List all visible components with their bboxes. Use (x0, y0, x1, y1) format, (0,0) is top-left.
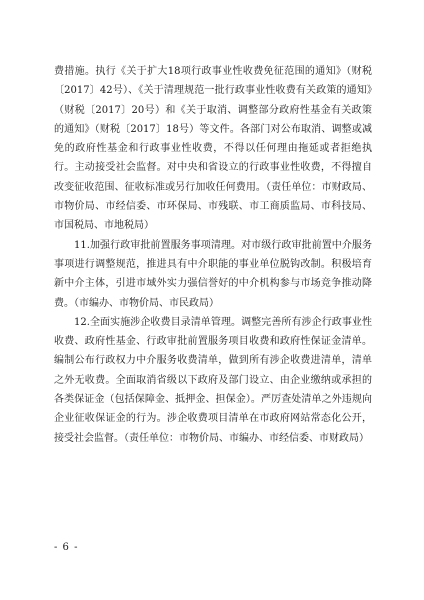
page-number: - 6 - (54, 542, 79, 553)
paragraph-fee-measures: 费措施。执行《关于扩大18项行政事业性收费免征范围的通知》（财税〔2017〕42号）、《关于清理规范一批行政事业性收费有关政策的通知》（财税〔2017〕20号）和《关于取消、调整部分政府性基金有关政策的通知》（财税〔2017〕18号）等文件。各部门对公布取消、调整或减免的政府性基金和行政事业性收费，不得以任何理由拖延或者拒绝执行。主动接受社会监督。对中央和省设立的行政事业性收费，不得擅自改变征收范围、征收标准或另行加收任何费用。（责任单位：市财政局、市物价局、市经信委、市环保局、市残联、市工商质监局、市科技局、市国税局、市地税局） (54, 66, 372, 232)
body-text (54, 62, 372, 448)
paragraph-item-12: 12.全面实施涉企收费目录清单管理。调整完善所有涉企行政事业性收费、政府性基金、行政审批前置服务项目收费和政府性保证金清单。编制公布行政权力中介服务收费清单，做到所有涉企收费进清单，清单之外无收费。全面取消省级以下政府及部门设立、由企业缴纳或承担的各类保证金（包括保障金、抵押金、担保金）。严厉查处清单之外违规向企业征收保证金的行为。涉企收费项目清单在市政府网站常态化公开，接受社会监督。（责任单位：市物价局、市编办、市经信委、市财政局） (54, 316, 372, 444)
paragraph-item-11: 11.加强行政审批前置服务事项清理。对市级行政审批前置中介服务事项进行调整规范，推进具有中介职能的事业单位脱钩改制。积极培育新中介主体，引进市域外实力强信誉好的中介机构参与市场竞争推动降费。（市编办、市物价局、市民政局） (54, 239, 372, 309)
